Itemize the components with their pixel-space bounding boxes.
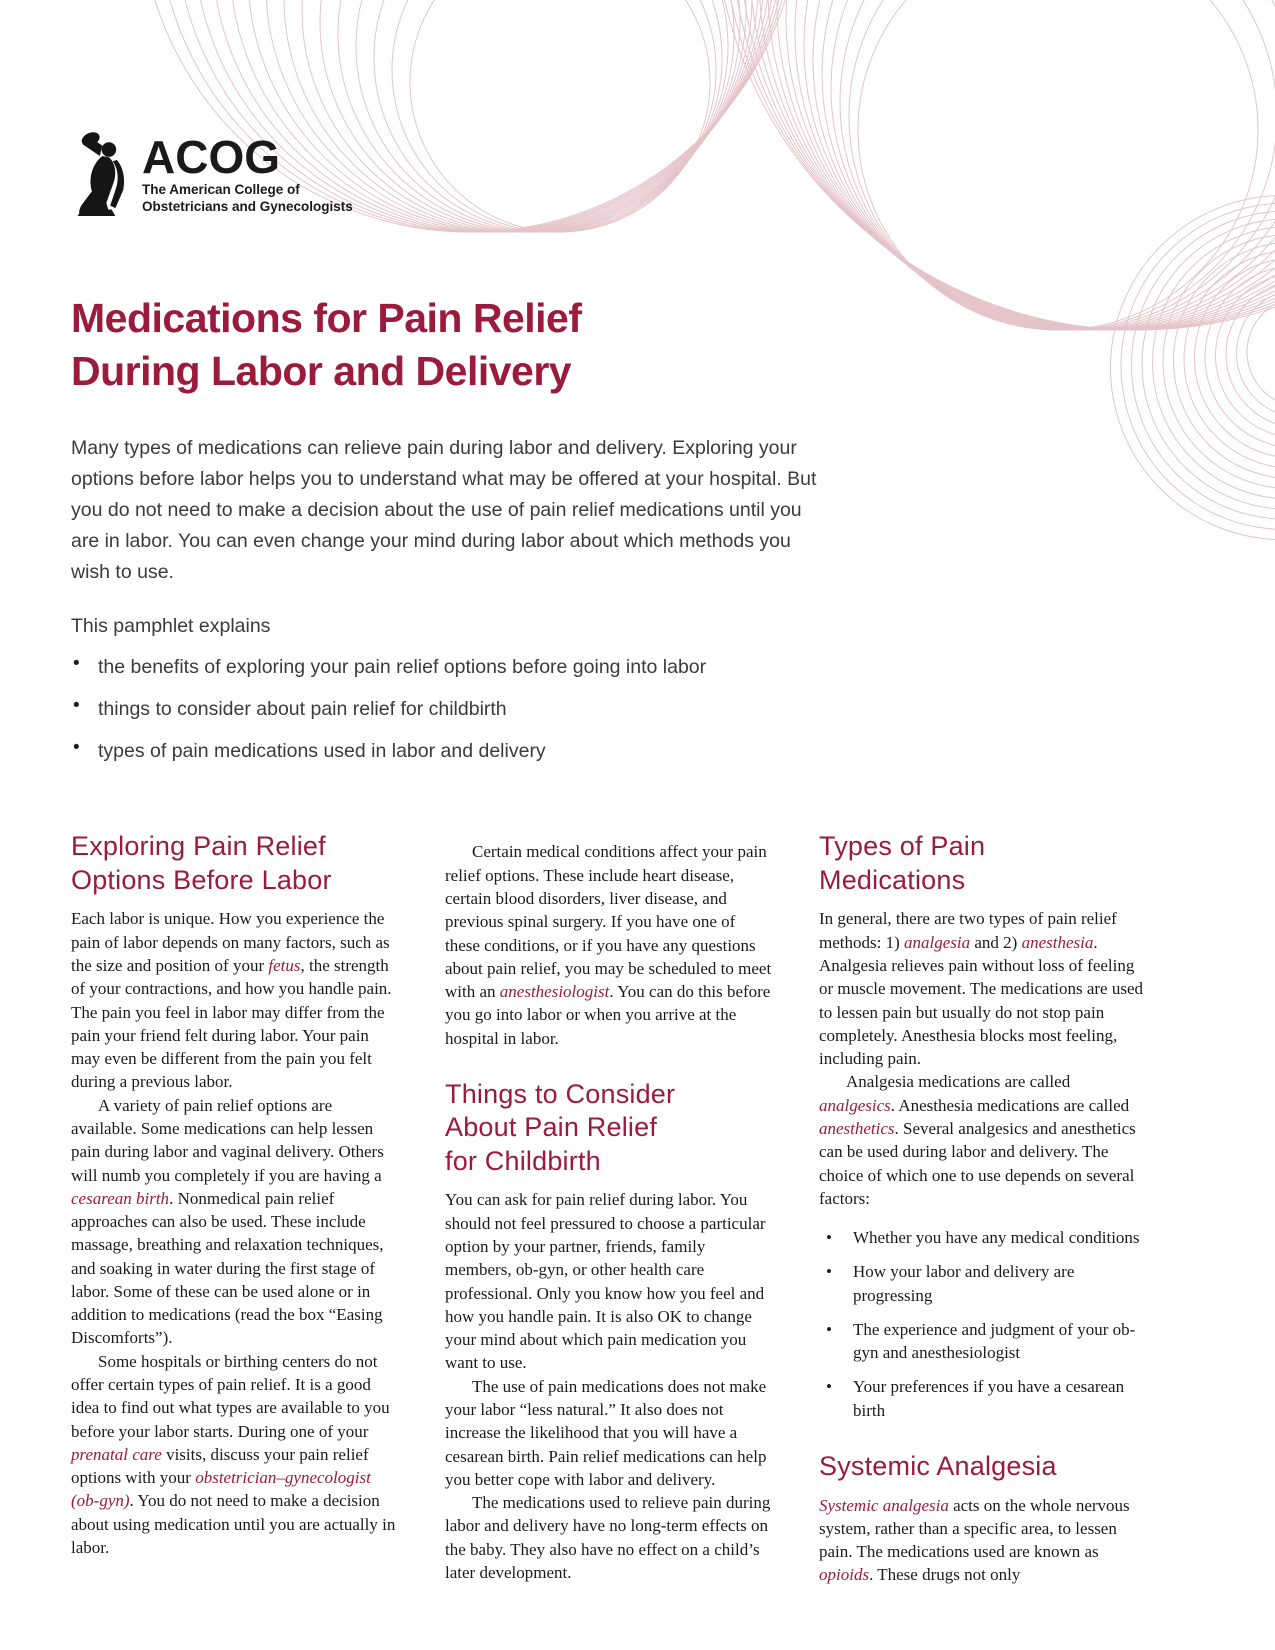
mother-and-child-icon [76, 130, 134, 216]
left-column-text [71, 907, 399, 1559]
glossary-term: Systemic analgesia [819, 1495, 949, 1515]
heading-exploring-pain-relief: Exploring Pain Relief Options Before Labor [71, 831, 332, 895]
glossary-term: anesthesiologist [499, 982, 610, 1002]
glossary-term: analgesics [819, 1095, 891, 1115]
logo-text-block [142, 130, 353, 216]
list-item: • The experience and judgment of your ob-gyn and anesthesiologist [819, 1318, 1147, 1365]
list-item: • things to consider about pain relief for childbirth [71, 696, 1275, 722]
three-column-layout [71, 830, 1147, 1586]
paragraph: You can ask for pain relief during labor. You should not feel pressured to choose a particular option by your partner, friends, family members, ob-gyn, or other health care professional. Only you know how you feel and how you handle pain. It is also OK to change your mind about which pain medication you want to use. [445, 1190, 766, 1373]
column-middle [445, 830, 773, 1586]
glossary-term: obstetrician–gynecologist (ob-gyn) [71, 1468, 371, 1511]
list-item: • How your labor and delivery are progressing [819, 1260, 1147, 1307]
paragraph: Some hospitals or birthing centers do not offer certain types of pain relief. It is a good idea to find out what types are available to you before your labor starts. During one of your prenatal care visits, discuss your pain relief options with your obstetrician–gynecologist (ob-gyn). You do not need to make a decision about using medication until you are actually in labor. [71, 1351, 396, 1557]
glossary-term: fetus [268, 955, 301, 975]
document-body [0, 292, 1275, 1587]
column-right [819, 830, 1147, 1586]
glossary-term: analgesia [904, 932, 971, 952]
column-left [71, 830, 399, 1586]
middle-column-text-top [445, 840, 773, 1050]
paragraph: The use of pain medications does not make your labor “less natural.” It also does not increase the likelihood that you will have a cesarean birth. Pain relief medications can help you better cope with labor and delivery. [445, 1376, 767, 1489]
glossary-term: anesthesia [1021, 932, 1094, 952]
paragraph: The medications used to relieve pain during labor and delivery have no long-term effects on the baby. They also have no effect on a child’s later development. [445, 1493, 771, 1582]
paragraph: Analgesia medications are called analgesics. Anesthesia medications are called anesthetics. Several analgesics and anesthetics can be used during labor and delivery. The choice of which one to use depends on several factors: [819, 1072, 1136, 1208]
glossary-term: anesthetics [819, 1118, 895, 1138]
logo-acronym: ACOG [142, 131, 280, 183]
list-item: • Your preferences if you have a cesarean birth [819, 1375, 1147, 1422]
right-column-text-bottom [819, 1494, 1147, 1587]
paragraph: Each labor is unique. How you experience the pain of labor depends on many factors, such as the size and position of your fetus, the strength of your contractions, and how you handle pain. The pain you feel in labor may differ from the pain your friend felt during labor. Your pain may even be different from the pain you felt during a previous labor. [71, 909, 392, 1092]
pamphlet-bullet-list [71, 654, 1275, 765]
factors-bullet-list [819, 1226, 1147, 1422]
intro-paragraph: Many types of medications can relieve pain during labor and delivery. Exploring your options before labor helps you to understand what may be offered at your hospital. But you do not need to make a decision about the use of pain relief medications until you are in labor. You can even change your mind during labor about which methods you wish to use. [71, 436, 817, 584]
heading-systemic-analgesia: Systemic Analgesia [819, 1451, 1057, 1482]
list-item: • types of pain medications used in labor and delivery [71, 738, 1275, 764]
paragraph: Systemic analgesia acts on the whole nervous system, rather than a specific area, to lessen pain. The medications used are known as opioids. These drugs not only [819, 1495, 1130, 1585]
heading-types-of-pain-medications: Types of Pain Medications [819, 831, 986, 895]
middle-column-text [445, 1188, 773, 1584]
pamphlet-lead: This pamphlet explains [71, 614, 271, 637]
list-item: • the benefits of exploring your pain relief options before going into labor [71, 654, 1275, 680]
paragraph: Certain medical conditions affect your pain relief options. These include heart disease, certain blood disorders, liver disease, and previous spinal surgery. If you have one of these conditions, or if you have any questions about pain relief, you may be scheduled to meet with an anesthesiologist. You can do this before you go into labor or when you arrive at the hospital in labor. [445, 842, 772, 1048]
logo-org-name: The American College of Obstetricians and Gynecologists [142, 182, 353, 214]
glossary-term: prenatal care [71, 1444, 162, 1464]
list-item: • Whether you have any medical conditions [819, 1226, 1147, 1249]
glossary-term: cesarean birth [71, 1188, 170, 1208]
glossary-term: opioids [819, 1565, 870, 1585]
paragraph: A variety of pain relief options are available. Some medications can help lessen pain during labor and vaginal delivery. Others will numb you completely if you are having a cesarean birth. Nonmedical pain relief approaches can also be used. These include massage, breathing and relaxation techniques, and soaking in water during the first stage of labor. Some of these can be used alone or in addition to medications (read the box “Easing Discomforts”). [71, 1095, 384, 1348]
paragraph: In general, there are two types of pain relief methods: 1) analgesia and 2) anesthesia. Analgesia relieves pain without loss of feeling or muscle movement. The medications are used to lessen pain but usually do not stop pain completely. Anesthesia blocks most feeling, including pain. [819, 909, 1144, 1069]
page-title: Medications for Pain Relief During Labor and Delivery [71, 295, 582, 395]
acog-logo [76, 130, 353, 216]
heading-things-to-consider: Things to Consider About Pain Relief for Childbirth [445, 1079, 676, 1176]
right-column-text [819, 907, 1147, 1210]
